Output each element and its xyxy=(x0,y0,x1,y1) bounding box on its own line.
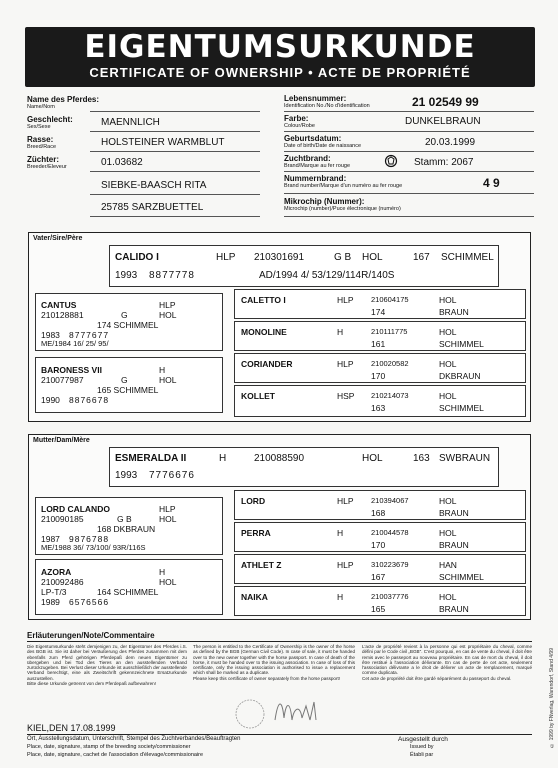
dam-ggp4-id: 210037776 xyxy=(371,592,409,601)
dob-line xyxy=(284,151,534,152)
breed-value: HOLSTEINER WARMBLUT xyxy=(101,137,225,148)
sire-gp2-line2: 165 SCHIMMEL xyxy=(97,385,159,395)
sire-ggp1-name: CALETTO I xyxy=(241,295,286,305)
sire-gp2-code: G xyxy=(121,375,128,385)
dam-color: SWBRAUN xyxy=(439,453,491,464)
color-label: Farbe: Colour/Robe xyxy=(284,114,315,129)
dam-gp2-line2: 164 SCHIMMEL xyxy=(97,587,159,597)
footer-label-fr: Place, date, signature, cachet de l'association d'élevage/commissionaire xyxy=(27,752,204,758)
breeder-name: SIEBKE-BAASCH RITA xyxy=(101,180,207,191)
dob-label: Geburtsdatum: Date of birth/Date de naissance xyxy=(284,134,362,149)
sire-gp1-reg: HLP xyxy=(159,300,176,310)
copyright-side-note: © 1999 by FNverlag, Warendorf, Stand 4/99 xyxy=(549,648,555,748)
dam-section xyxy=(28,434,531,620)
sex-value: MAENNLICH xyxy=(101,117,160,128)
notes-english: The person is entitled to the Certificate of Ownership is the owner of the horse as defined by the BGB (German Civil Code). In case of sale, it must be handed over to the new owner together with the horse passport. In case of death of the horse, it must be handed over to the issuing association. In case of loss of this certificate, only the issuing association is authorised to issue a replacement which shall be marked as a duplicate. Please keep this certificate of owner separately from the horse passport! xyxy=(193,644,355,681)
sire-gp2-reg: H xyxy=(159,365,166,375)
sire-ggp3-id: 210020582 xyxy=(371,359,409,368)
dam-ggp1-height: 168 xyxy=(371,508,386,518)
dam-ggp2-color: BRAUN xyxy=(439,540,469,550)
sire-ggp2-name: MONOLINE xyxy=(241,327,287,337)
brand-line xyxy=(284,171,534,172)
breeder-id: 01.03682 xyxy=(101,157,143,168)
dam-ggp1-name: LORD xyxy=(241,496,266,506)
dam-breed: HOL xyxy=(362,453,383,464)
footer-label-de: Ort, Ausstellungsdatum, Unterschrift, Stempel des Zuchtverbandes/Beauftragten xyxy=(27,736,241,742)
sire-gp1-id: 210128881 xyxy=(41,310,84,320)
footer-label-en: Place, date, signature, stamp of the breeding society/commissioner xyxy=(27,744,191,750)
number-brand-line xyxy=(284,193,534,194)
dam-gp1-reg: HLP xyxy=(159,504,176,514)
dam-gp1-perf: ME/1988 36/ 73/100/ 93R/116S xyxy=(41,543,146,552)
sire-id: 210301691 xyxy=(254,252,305,263)
breeder-city: 25785 SARZBUETTEL xyxy=(101,202,204,213)
sire-gp2-year: 1990 xyxy=(41,395,60,405)
dam-gp1-year: 1987 xyxy=(41,534,60,544)
dam-ggp3-breed: HAN xyxy=(439,560,457,570)
sire-ggp2-id: 210111775 xyxy=(371,327,408,336)
sire-ggp1-id: 210604175 xyxy=(371,295,409,304)
dam-year: 1993 xyxy=(115,470,138,481)
sire-gp1-code: G xyxy=(121,310,128,320)
dam-gp2-name: AZORA xyxy=(41,567,72,577)
brand-stamm: Stamm: 2067 xyxy=(414,157,474,168)
color-value: DUNKELBRAUN xyxy=(405,116,481,127)
dam-ggp2-breed: HOL xyxy=(439,528,457,538)
dam-ggp2-name: PERRA xyxy=(241,528,271,538)
dam-ggp2-reg: H xyxy=(337,528,344,538)
dam-gp2-reg: H xyxy=(159,567,166,577)
breeder-label: Züchter: Breeder/Eleveur xyxy=(27,155,67,170)
dam-ggp3-height: 167 xyxy=(371,572,386,582)
sire-ggp1-reg: HLP xyxy=(337,295,354,305)
issued-by-de: Ausgestellt durch xyxy=(398,736,448,743)
sire-ggp4-breed: HOL xyxy=(439,391,457,401)
sire-gp1-num: 8777677 xyxy=(69,330,110,340)
dam-gp2-year: 1989 xyxy=(41,597,60,607)
breeder-name-line xyxy=(90,194,260,195)
sire-ggp2-reg: H xyxy=(337,327,344,337)
dam-gp2-num: 6576566 xyxy=(69,597,110,607)
sire-gp2-id: 210077987 xyxy=(41,375,84,385)
dam-ggp3-color: SCHIMMEL xyxy=(439,572,484,582)
sire-gp2-name: BARONESS VII xyxy=(41,365,102,375)
sire-ggp3-name: CORIANDER xyxy=(241,359,293,369)
breeder-city-line xyxy=(90,216,260,217)
sex-line xyxy=(90,131,260,132)
footer-rule xyxy=(27,734,532,735)
dam-name: ESMERALDA II xyxy=(115,453,187,464)
dam-gp1-breed: HOL xyxy=(159,514,177,524)
dam-gp1-line2: 168 DKBRAUN xyxy=(97,524,156,534)
breed-label: Rasse: Breed/Race xyxy=(27,135,57,150)
dam-ggp1-reg: HLP xyxy=(337,496,354,506)
life-number-label: Lebensnummer: Identification No./No d'identification xyxy=(284,94,370,109)
dam-ggp1-id: 210394067 xyxy=(371,496,409,505)
dam-height: 163 xyxy=(413,453,430,464)
brand-label: Zuchtbrand: Brand/Marque au fer rouge xyxy=(284,154,351,169)
sex-label: Geschlecht: Sex/Sexe xyxy=(27,115,73,130)
sire-ggp4-name: KOLLET xyxy=(241,391,275,401)
sire-gp1-name: CANTUS xyxy=(41,300,77,310)
sire-perf: AD/1994 4/ 53/129/114R/140S xyxy=(259,270,395,281)
brand-mark-icon xyxy=(384,154,398,168)
dam-gp1-code: G B xyxy=(117,514,132,524)
sire-ggp2-height: 161 xyxy=(371,339,386,349)
sire-num: 8877778 xyxy=(149,270,195,281)
issued-by-en: Issued by xyxy=(410,744,434,750)
microchip-line xyxy=(284,216,534,217)
sire-ggp4-height: 163 xyxy=(371,403,386,413)
color-line xyxy=(284,131,534,132)
sire-ggp3-height: 170 xyxy=(371,371,386,381)
sire-section xyxy=(28,232,531,422)
sire-gp1-line2: 174 SCHIMMEL xyxy=(97,320,159,330)
sire-color: SCHIMMEL xyxy=(441,252,494,263)
dam-header: Mutter/Dam/Mère xyxy=(33,437,90,444)
dam-ggp4-breed: HOL xyxy=(439,592,457,602)
dam-gp1-id: 210090185 xyxy=(41,514,84,524)
sire-header: Vater/Sire/Père xyxy=(33,235,83,242)
dam-ggp4-name: NAIKA xyxy=(241,592,268,602)
notes-top-rule xyxy=(27,641,532,642)
sire-ggp4-id: 210214073 xyxy=(371,391,409,400)
dob-value: 20.03.1999 xyxy=(425,137,476,148)
sire-name: CALIDO I xyxy=(115,252,159,263)
notes-french: L'acte de propriété revient à la personne qui est propriétaire du cheval, comme défini par le Code civil „BGB". C'est pourquoi, en cas de vente du cheval, il doit être remis avec le passeport au nouveau propriétaire. En cas de mort du cheval, il doit être restitué à l'association délivrante. En cas de perte de cet acte, seulement l'association délivrante a le droit de délivrer un acte de remplacement, marqué comme duplicata. Cet acte de propriété doit être gardé séparément du passeport du cheval. xyxy=(362,644,532,681)
dam-ggp2-height: 170 xyxy=(371,540,386,550)
sire-ggp4-reg: HSP xyxy=(337,391,355,401)
sire-ggp4-color: SCHIMMEL xyxy=(439,403,484,413)
sire-ggp3-color: DKBRAUN xyxy=(439,371,481,381)
sire-code: G B xyxy=(334,252,352,263)
breeder-line xyxy=(90,171,260,172)
issued-by-fr: Établi par xyxy=(410,752,434,758)
issue-place-date: KIEL,DEN 17.08.1999 xyxy=(27,723,116,733)
dam-gp2-breed: HOL xyxy=(159,577,177,587)
dam-ggp3-reg: HLP xyxy=(337,560,354,570)
breed-line xyxy=(90,151,260,152)
sire-ggp1-color: BRAUN xyxy=(439,307,469,317)
sire-breed: HOL xyxy=(362,252,383,263)
life-number-value: 21 02549 99 xyxy=(412,95,479,109)
sire-height: 167 xyxy=(413,252,430,263)
horse-name-label: Name des Pferdes: Name/Nom xyxy=(27,95,100,110)
dam-num: 7776676 xyxy=(149,470,195,481)
document-title: EIGENTUMSURKUNDE xyxy=(84,29,476,65)
dam-gp1-name: LORD CALANDO xyxy=(41,504,110,514)
dam-id: 210088590 xyxy=(254,453,305,464)
horse-name-line xyxy=(90,111,260,112)
dam-gp2-lp: LP-T/3 xyxy=(41,587,67,597)
life-number-line xyxy=(284,111,534,112)
title-banner xyxy=(25,27,535,87)
sire-ggp2-color: SCHIMMEL xyxy=(439,339,484,349)
sire-gp1-perf: ME/1984 16/ 25/ 95/ xyxy=(41,339,109,348)
sire-ggp1-breed: HOL xyxy=(439,295,457,305)
dam-ggp4-height: 165 xyxy=(371,604,386,614)
microchip-label: Mikrochip (Nummer): Microchip (number)/Puce électronique (numéro) xyxy=(284,197,401,212)
sire-gp1-breed: HOL xyxy=(159,310,177,320)
dam-ggp4-color: BRAUN xyxy=(439,604,469,614)
dam-ggp4-reg: H xyxy=(337,592,344,602)
signature-image xyxy=(220,690,340,735)
sire-ggp3-breed: HOL xyxy=(439,359,457,369)
document-subtitle: CERTIFICATE OF OWNERSHIP • ACTE DE PROPRIÉTÉ xyxy=(89,65,471,80)
dam-ggp2-id: 210044578 xyxy=(371,528,409,537)
sire-ggp3-reg: HLP xyxy=(337,359,354,369)
notes-german: Die Eigentumsurkunde steht demjenigen zu, der Eigentümer des Pferdes i.S. des BGB ist. Sie ist daher bei Veräußerung des Pferdes zusammen mit dem ebenfalls zum Pferd gehörigen Pferdepaß dem neuen Eigentümer zu übergeben und bei Tod des Tieres an den ausstellenden Verband zurückzugeben. Bei Verlust dieser Urkunde ist ausschließlich der ausstellende Verband berechtigt, eine als Zweitschrift gekennzeichnete Ersatzurkunde auszustellen. Bitte diese Urkunde getrennt von dem Pferdepaß aufbewahren! xyxy=(27,644,187,687)
dam-ggp1-color: BRAUN xyxy=(439,508,469,518)
dam-ggp3-name: ATHLET Z xyxy=(241,560,282,570)
sire-reg: HLP xyxy=(216,252,236,263)
dam-gp2-id: 210092486 xyxy=(41,577,84,587)
notes-header: Erläuterungen/Note/Commentaire xyxy=(27,631,155,640)
sire-ggp2-breed: HOL xyxy=(439,327,457,337)
dam-ggp1-breed: HOL xyxy=(439,496,457,506)
sire-gp2-breed: HOL xyxy=(159,375,177,385)
number-brand-label: Nummernbrand: Brand number/Marque d'un numéro au fer rouge xyxy=(284,174,403,189)
sire-year: 1993 xyxy=(115,270,138,281)
sire-gp2-num: 8876678 xyxy=(69,395,110,405)
dam-ggp3-id: 310223679 xyxy=(371,560,409,569)
dam-gp1-num: 9876788 xyxy=(69,534,110,544)
dam-reg: H xyxy=(219,453,227,464)
number-brand-value: 4 9 xyxy=(483,176,500,190)
sire-gp1-year: 1983 xyxy=(41,330,60,340)
sire-ggp1-height: 174 xyxy=(371,307,386,317)
